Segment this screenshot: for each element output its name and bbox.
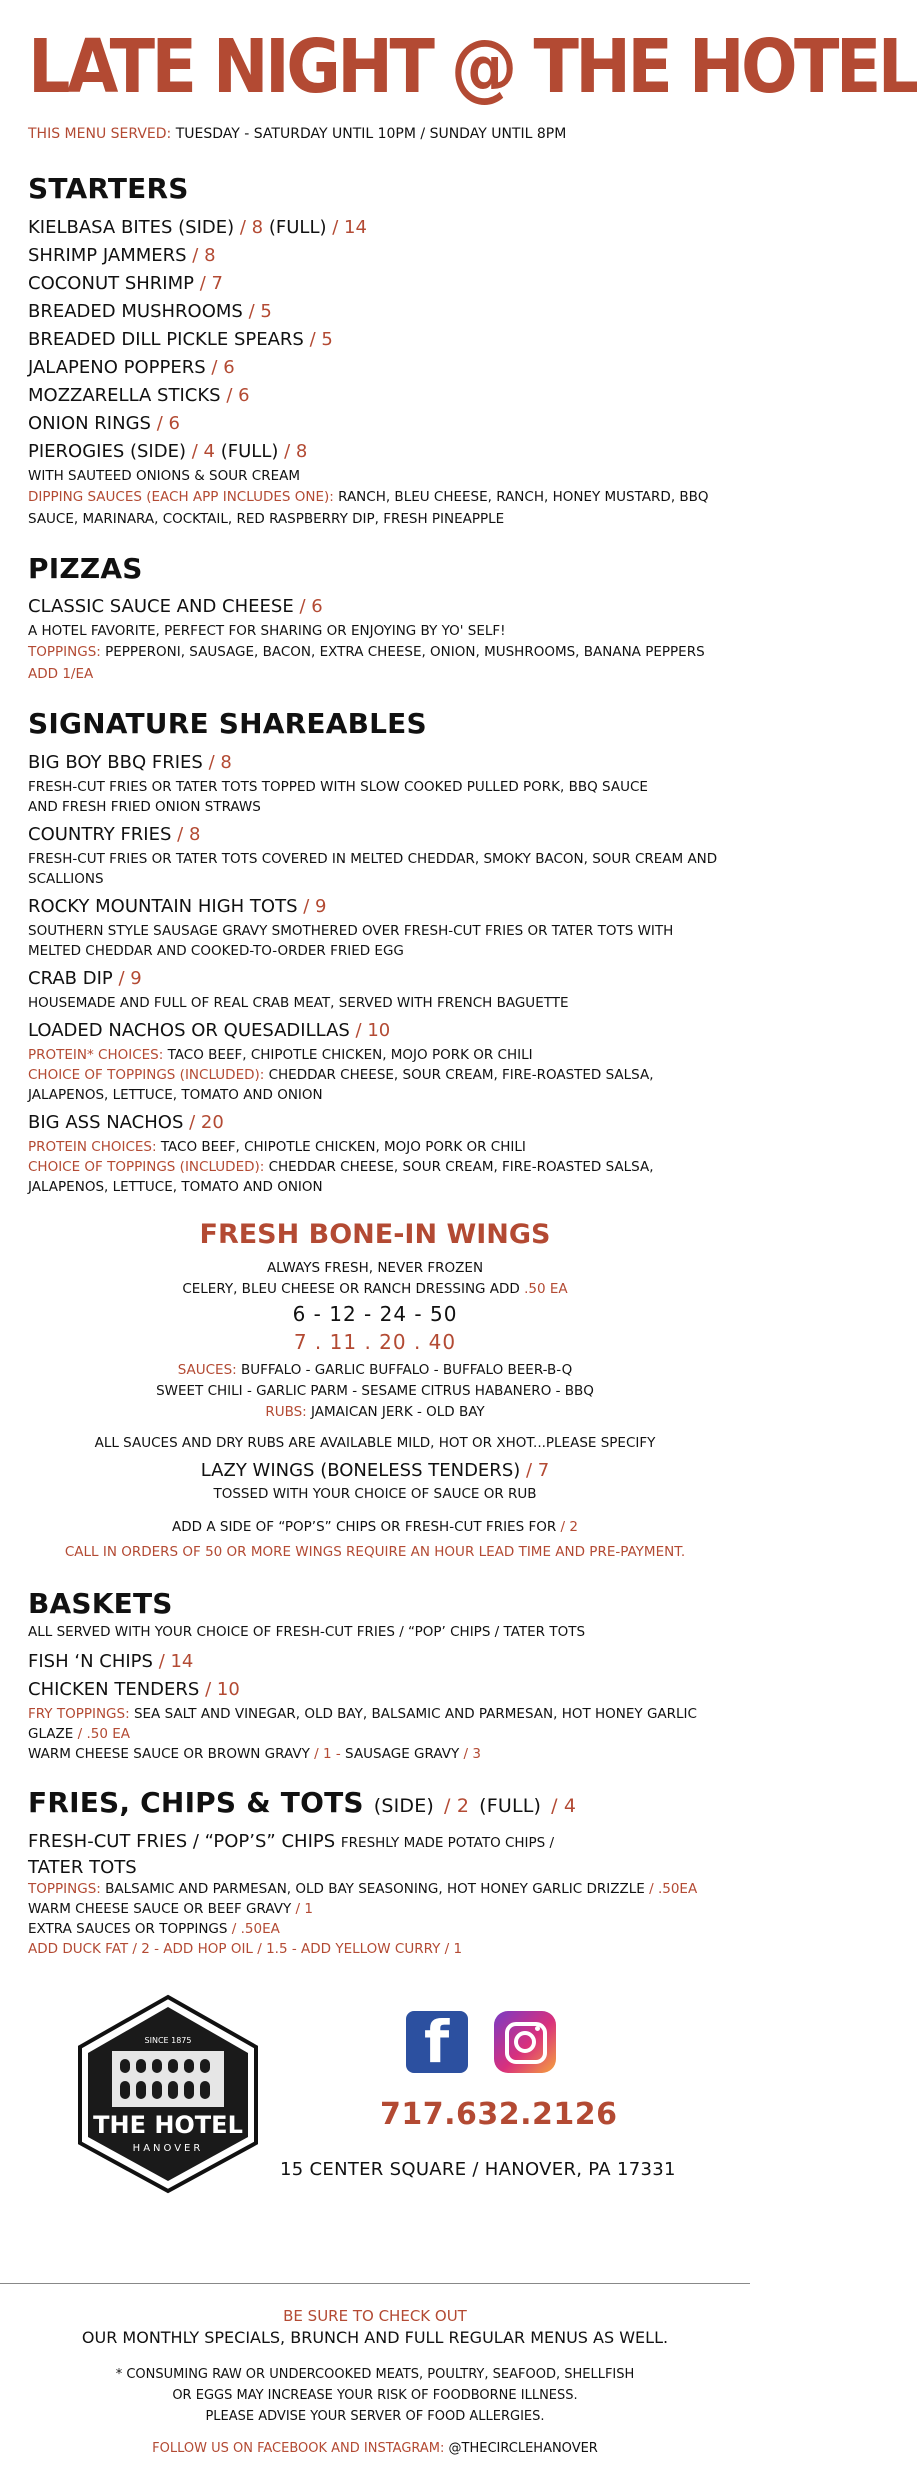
protein-choices (28, 1137, 722, 1157)
item-price: / 8 (177, 823, 201, 845)
wings-sides (28, 1279, 722, 1300)
pizza-toppings (28, 641, 722, 685)
contact-block (28, 1993, 722, 2233)
item-size: (FULL) (220, 440, 279, 462)
item-price: / 6 (211, 356, 235, 378)
baskets-section (28, 1587, 722, 1765)
toppings-text: CHEDDAR CHEESE, SOUR CREAM, FIRE-ROASTED SALSA, JALAPENOS, LETTUCE, TOMATO AND ONION (28, 1066, 654, 1103)
item-price: / 4 (191, 440, 215, 462)
side-add-price: / 2 (560, 1518, 578, 1535)
gravy-price: / 1 - (314, 1746, 341, 1763)
item-price: / 7 (526, 1459, 550, 1481)
logo-city: HANOVER (132, 2142, 204, 2154)
protein-label: PROTEIN* CHOICES: (28, 1046, 164, 1063)
lazy-wings-note: TOSSED WITH YOUR CHOICE OF SAUCE OR RUB (213, 1485, 537, 1502)
gravy-text: WARM CHEESE SAUCE OR BROWN GRAVY (28, 1746, 310, 1763)
menu-item (28, 893, 722, 921)
item-price: / 8 (192, 244, 216, 266)
shareables-heading: SIGNATURE SHAREABLES (28, 707, 427, 741)
item-description: WITH SAUTEED ONIONS & SOUR CREAM (28, 467, 301, 484)
fries-full: (FULL) (479, 1795, 542, 1818)
check-out-heading: BE SURE TO CHECK OUT (283, 2307, 467, 2325)
dipping-label: DIPPING SAUCES (EACH APP INCLUDES ONE): (28, 488, 334, 505)
fries-gravy-text: WARM CHEESE SAUCE OR BEEF GRAVY (28, 1900, 292, 1917)
baskets-heading: BASKETS (28, 1586, 173, 1620)
fry-toppings (28, 1704, 722, 1744)
instagram-icon[interactable] (494, 2011, 556, 2073)
phone-number[interactable]: 717.632.2126 (380, 2096, 618, 2132)
pizzas-section (28, 552, 722, 686)
fries-gravy-price: / 1 (295, 1900, 313, 1917)
sauces-text: SWEET CHILI - GARLIC PARM - SESAME CITRUS HABANERO - BBQ (156, 1382, 594, 1399)
menu-item (28, 1676, 722, 1704)
item-description: AND FRESH FRIED ONION STRAWS (28, 798, 261, 815)
item-price: / 9 (303, 895, 327, 917)
wings-side-add (28, 1517, 722, 1538)
side-add-text: ADD A SIDE OF “POP’S” CHIPS OR FRESH-CUT FRIES FOR (172, 1518, 557, 1535)
item-price: / 8 (239, 216, 264, 238)
fries-side-price: / 2 (444, 1795, 470, 1818)
toppings-label: CHOICE OF TOPPINGS (INCLUDED): (28, 1066, 265, 1083)
protein-text: TACO BEEF, CHIPOTLE CHICKEN, MOJO PORK OR CHILI (160, 1138, 526, 1155)
item-price: / 14 (158, 1651, 194, 1673)
menu-item (28, 1648, 722, 1676)
item-name: COCONUT SHRIMP (28, 272, 194, 294)
menu-item (28, 410, 722, 438)
tater-tots: TATER TOTS (28, 1856, 137, 1878)
allergy-note: PLEASE ADVISE YOUR SERVER OF FOOD ALLERGIES. (205, 2409, 545, 2424)
item-name: LOADED NACHOS OR QUESADILLAS (28, 1019, 350, 1041)
dipping-sauces (28, 486, 722, 530)
toppings-price: ADD 1/EA (28, 666, 94, 683)
toppings-label: TOPPINGS: (28, 644, 101, 661)
baskets-note: ALL SERVED WITH YOUR CHOICE OF FRESH-CUT FRIES / “POP’ CHIPS / TATER TOTS (28, 1624, 586, 1641)
menu-item (28, 1109, 722, 1137)
menu-item (28, 298, 722, 326)
call-in-note: CALL IN ORDERS OF 50 OR MORE WINGS REQUIRE AN HOUR LEAD TIME AND PRE-PAYMENT. (64, 1543, 686, 1560)
item-name: KIELBASA BITES (SIDE) (28, 216, 235, 238)
menu-item (28, 326, 722, 354)
menu-item (28, 242, 722, 270)
item-name: BIG ASS NACHOS (28, 1111, 184, 1133)
fries-heading-text: FRIES, CHIPS & TOTS (28, 1786, 364, 1820)
wings-heat-note: ALL SAUCES AND DRY RUBS ARE AVAILABLE MILD, HOT OR XHOT...PLEASE SPECIFY (94, 1434, 656, 1451)
served-times (28, 126, 722, 142)
wing-sauces (28, 1360, 722, 1381)
logo-since: SINCE 1875 (144, 2035, 192, 2045)
item-price: / 10 (355, 1019, 391, 1041)
address: 15 CENTER SQUARE / HANOVER, PA 17331 (280, 2158, 676, 2180)
item-price: / 9 (118, 967, 142, 989)
consumer-warning: * CONSUMING RAW OR UNDERCOOKED MEATS, POULTRY, SEAFOOD, SHELLFISH (115, 2367, 635, 2382)
menu-item (28, 270, 722, 298)
protein-choices (28, 1045, 722, 1065)
rubs-text: JAMAICAN JERK - OLD BAY (311, 1403, 485, 1420)
wing-prices: 7 . 11 . 20 . 40 (293, 1329, 457, 1354)
rubs-label: RUBS: (265, 1403, 307, 1420)
fries-toppings-price: / .50EA (649, 1880, 698, 1897)
fries-options-desc: FRESHLY MADE POTATO CHIPS / (340, 1834, 555, 1851)
item-name: JALAPENO POPPERS (28, 356, 206, 378)
served-text: TUESDAY - SATURDAY UNTIL 10PM / SUNDAY UNTIL 8PM (175, 126, 567, 142)
item-description: HOUSEMADE AND FULL OF REAL CRAB MEAT, SERVED WITH FRENCH BAGUETTE (28, 994, 569, 1011)
fries-full-price: / 4 (551, 1795, 577, 1818)
fries-toppings-label: TOPPINGS: (28, 1880, 101, 1897)
item-price: / 6 (226, 384, 250, 406)
item-description: A HOTEL FAVORITE, PERFECT FOR SHARING OR ENJOYING BY YO' SELF! (28, 623, 506, 640)
fries-toppings (28, 1879, 722, 1919)
menu-item (28, 382, 722, 410)
sauces-label: SAUCES: (177, 1361, 237, 1378)
sausage-text: SAUSAGE GRAVY (345, 1746, 460, 1763)
page-title: LATE NIGHT @ THE HOTEL (28, 24, 917, 110)
item-name: PIEROGIES (SIDE) (28, 440, 187, 462)
fries-toppings-text: BALSAMIC AND PARMESAN, OLD BAY SEASONING, HOT HONEY GARLIC DRIZZLE (105, 1880, 645, 1897)
fry-price: / .50 EA (77, 1726, 130, 1743)
wings-heading: FRESH BONE-IN WINGS (199, 1218, 551, 1250)
item-name: CHICKEN TENDERS (28, 1679, 200, 1701)
fries-section (28, 1786, 722, 1959)
item-name: BIG BOY BBQ FRIES (28, 751, 203, 773)
item-name: ONION RINGS (28, 412, 151, 434)
item-name: CRAB DIP (28, 967, 113, 989)
extra-price: / .50EA (231, 1920, 280, 1937)
wing-rubs (28, 1402, 722, 1423)
consumer-warning: OR EGGS MAY INCREASE YOUR RISK OF FOODBORNE ILLNESS. (172, 2388, 578, 2403)
facebook-icon[interactable]: f (406, 2011, 468, 2073)
menu-item-pierogies (28, 438, 722, 466)
extra-sauces (28, 1919, 722, 1939)
protein-label: PROTEIN CHOICES: (28, 1138, 157, 1155)
menu-item (28, 593, 722, 621)
fries-addons: ADD DUCK FAT / 2 - ADD HOP OIL / 1.5 - ADD YELLOW CURRY / 1 (28, 1940, 463, 1957)
menu-item (28, 1017, 722, 1045)
item-price: / 6 (156, 412, 180, 434)
menu-item-kielbasa (28, 214, 722, 242)
hotel-logo (68, 1993, 268, 2193)
social-handle[interactable]: @THECIRCLEHANOVER (448, 2441, 598, 2456)
item-price: / 8 (208, 751, 232, 773)
item-name: COUNTRY FRIES (28, 823, 172, 845)
pizzas-heading: PIZZAS (28, 551, 143, 585)
dipping-text: RANCH, BLEU CHEESE, RANCH, HONEY MUSTARD, BBQ SAUCE, MARINARA, COCKTAIL, RED RASPBERRY DIP, FRESH PINEAPPLE (28, 488, 709, 527)
fries-options-text: FRESH-CUT FRIES / “POP’S” CHIPS (28, 1830, 336, 1852)
wing-counts: 6 - 12 - 24 - 50 (292, 1301, 458, 1326)
served-label: THIS MENU SERVED: (28, 126, 172, 142)
item-size: (FULL) (268, 216, 327, 238)
item-price: / 5 (248, 300, 272, 322)
toppings-label: CHOICE OF TOPPINGS (INCLUDED): (28, 1158, 265, 1175)
social-follow (0, 2441, 750, 2456)
sauces-text: BUFFALO - GARLIC BUFFALO - BUFFALO BEER-B-Q (241, 1361, 573, 1378)
menu-item (28, 821, 722, 849)
item-name: LAZY WINGS (BONELESS TENDERS) (200, 1459, 521, 1481)
item-name: FISH ‘N CHIPS (28, 1651, 153, 1673)
menu-item (28, 965, 722, 993)
extra-text: EXTRA SAUCES OR TOPPINGS (28, 1920, 228, 1937)
item-description: FRESH-CUT FRIES OR TATER TOTS COVERED IN MELTED CHEDDAR, SMOKY BACON, SOUR CREAM AND SCALLIONS (28, 850, 718, 887)
fries-side: (SIDE) (373, 1795, 435, 1818)
fry-label: FRY TOPPINGS: (28, 1706, 130, 1723)
wings-section (28, 1219, 722, 1563)
item-price: / 5 (309, 328, 333, 350)
item-description: FRESH-CUT FRIES OR TATER TOTS TOPPED WITH SLOW COOKED PULLED PORK, BBQ SAUCE (28, 778, 648, 795)
item-price: / 7 (199, 272, 223, 294)
toppings-text: CHEDDAR CHEESE, SOUR CREAM, FIRE-ROASTED SALSA, JALAPENOS, LETTUCE, TOMATO AND ONION (28, 1158, 654, 1195)
specials-note: OUR MONTHLY SPECIALS, BRUNCH AND FULL REGULAR MENUS AS WELL. (81, 2328, 669, 2347)
fry-text: SEA SALT AND VINEGAR, OLD BAY, BALSAMIC AND PARMESAN, HOT HONEY GARLIC GLAZE (28, 1706, 697, 1743)
starters-heading: STARTERS (28, 172, 189, 205)
gravy-options (28, 1744, 722, 1764)
item-name: BREADED DILL PICKLE SPEARS (28, 328, 304, 350)
toppings-text: PEPPERONI, SAUSAGE, BACON, EXTRA CHEESE, ONION, MUSHROOMS, BANANA PEPPERS (105, 644, 705, 661)
starters-section (28, 172, 722, 530)
item-price: / 8 (284, 440, 308, 462)
item-name: SHRIMP JAMMERS (28, 244, 187, 266)
fries-heading (28, 1786, 722, 1820)
shareables-section (28, 707, 722, 1197)
wings-sides-price: .50 EA (524, 1280, 568, 1297)
item-description: SOUTHERN STYLE SAUSAGE GRAVY SMOTHERED OVER FRESH-CUT FRIES OR TATER TOTS WITH MELTED CHEDDAR AND COOKED-TO-ORDER FRIED EGG (28, 922, 674, 959)
topping-choices (28, 1065, 722, 1105)
protein-text: TACO BEEF, CHIPOTLE CHICKEN, MOJO PORK OR CHILI (167, 1046, 533, 1063)
item-name: BREADED MUSHROOMS (28, 300, 243, 322)
bottom-notice (0, 2283, 750, 2456)
item-price: / 20 (189, 1111, 224, 1133)
follow-label: FOLLOW US ON FACEBOOK AND INSTAGRAM: (152, 2441, 445, 2456)
topping-choices (28, 1157, 722, 1197)
lazy-wings (28, 1458, 722, 1484)
menu-item (28, 749, 722, 777)
wings-note: ALWAYS FRESH, NEVER FROZEN (266, 1259, 484, 1276)
item-price: / 10 (205, 1679, 240, 1701)
fries-options (28, 1828, 722, 1857)
item-name: CLASSIC SAUCE AND CHEESE (28, 596, 294, 618)
sausage-price: / 3 (463, 1746, 481, 1763)
wings-sides-text: CELERY, BLEU CHEESE OR RANCH DRESSING ADD (182, 1280, 520, 1297)
menu-item (28, 354, 722, 382)
item-name: MOZZARELLA STICKS (28, 384, 221, 406)
item-name: ROCKY MOUNTAIN HIGH TOTS (28, 895, 298, 917)
item-price: / 14 (332, 216, 367, 238)
item-price: / 6 (299, 596, 323, 618)
logo-name: THE HOTEL (93, 2110, 243, 2139)
